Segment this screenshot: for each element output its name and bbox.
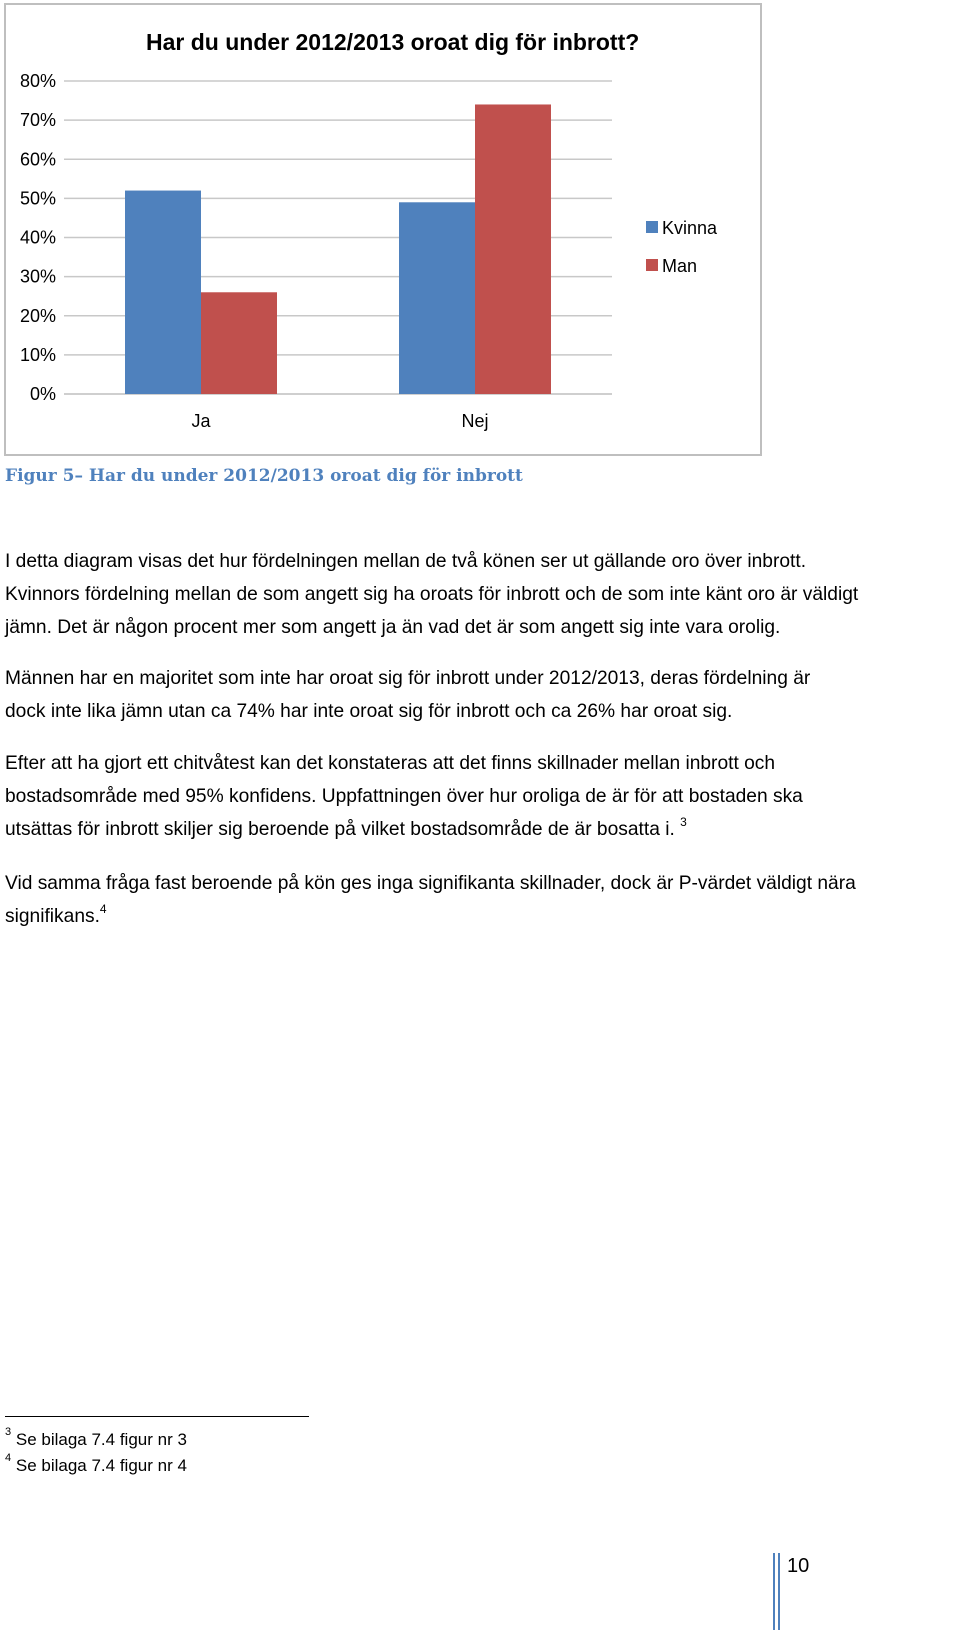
y-tick-label: 80% (19, 71, 56, 91)
chart-container (4, 3, 762, 456)
figure-caption: Figur 5– Har du under 2012/2013 oroat dig för inbrott (5, 466, 523, 486)
legend-label: Kvinna (662, 218, 718, 238)
paragraph-line: jämn. Det är någon procent mer som angett ja än vad det är som angett sig inte vara orolig. (5, 617, 781, 638)
paragraph-2 (5, 662, 960, 728)
y-tick-label: 60% (19, 149, 56, 170)
y-tick-label: 0% (29, 384, 56, 404)
footnote-number: 4 (5, 1452, 12, 1465)
bars (125, 104, 551, 394)
footnote-ref[interactable]: 4 (99, 901, 107, 916)
page-number: 10 (787, 1555, 810, 1577)
footnote-number: 3 (5, 1426, 12, 1439)
x-axis-categories (191, 411, 488, 431)
legend (646, 218, 718, 276)
paragraph-text: utsättas för inbrott skiljer sig beroende på vilket bostadsområde de är bosatta i. (5, 819, 681, 840)
paragraph-4 (5, 867, 960, 933)
y-axis-ticks (20, 71, 56, 404)
legend-label: Man (662, 256, 698, 276)
legend-swatch (646, 259, 658, 271)
x-category-label: Ja (191, 411, 211, 431)
page-number-rule (773, 1553, 775, 1630)
paragraph-text: signifikans. (5, 906, 100, 927)
bar-man-ja (201, 292, 277, 394)
footnote-text: Se bilaga 7.4 figur nr 4 (15, 1456, 187, 1475)
y-tick-label: 70% (19, 110, 56, 131)
paragraph-line: Männen har en majoritet som inte har oroat sig för inbrott under 2012/2013, deras fördelning är (5, 668, 811, 689)
paragraph-line (5, 900, 960, 933)
y-tick-label: 20% (19, 305, 56, 326)
paragraph-line: Efter att ha gjort ett chitvåtest kan det konstateras att det finns skillnader mellan inbrott och (5, 753, 776, 774)
footnote-3 (5, 1426, 187, 1450)
footnote-ref[interactable]: 3 (680, 814, 687, 829)
paragraph-line: I detta diagram visas det hur fördelningen mellan de två könen ser ut gällande oro över inbrott. (5, 551, 807, 572)
bar-chart (6, 5, 764, 458)
page-number-rule (778, 1553, 780, 1630)
paragraph-line (5, 813, 960, 846)
footnote-text: Se bilaga 7.4 figur nr 3 (15, 1430, 187, 1449)
bar-man-nej (475, 104, 551, 394)
footnote-4 (5, 1452, 187, 1476)
paragraph-line: Vid samma fråga fast beroende på kön ges inga signifikanta skillnader, dock är P-värdet väldigt nära (5, 873, 856, 894)
legend-swatch (646, 221, 658, 233)
x-category-label: Nej (461, 411, 489, 431)
paragraph-line: dock inte lika jämn utan ca 74% har inte oroat sig för inbrott och ca 26% har oroat sig. (5, 701, 733, 722)
paragraph-line: bostadsområde med 95% konfidens. Uppfattningen över hur oroliga de är för att bostaden ska (5, 786, 803, 807)
paragraph-3 (5, 747, 960, 846)
y-tick-label: 10% (19, 344, 56, 365)
y-tick-label: 30% (19, 266, 56, 287)
paragraph-line: Kvinnors fördelning mellan de som angett sig ha oroats för inbrott och de som inte känt oro är väldigt (5, 584, 859, 605)
bar-kvinna-ja (125, 191, 201, 394)
paragraph-1 (5, 545, 960, 644)
y-tick-label: 40% (19, 227, 56, 248)
footnote-separator (5, 1416, 309, 1417)
chart-title: Har du under 2012/2013 oroat dig för inbrott? (146, 29, 640, 55)
y-tick-label: 50% (19, 188, 56, 209)
bar-kvinna-nej (399, 202, 475, 394)
